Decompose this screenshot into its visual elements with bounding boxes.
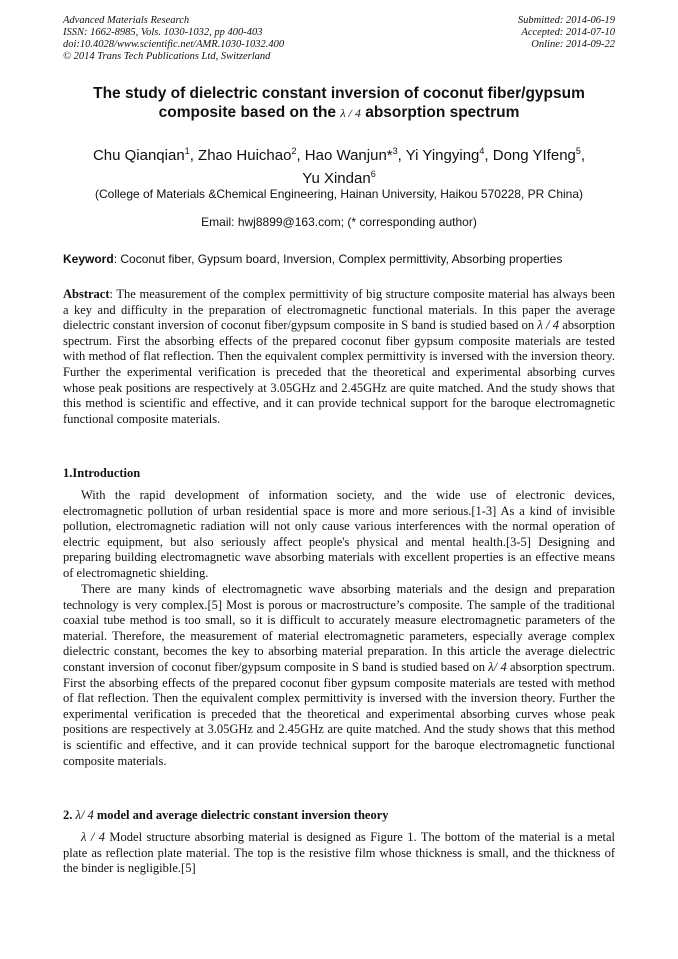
- author-affil-mark: 5: [575, 146, 581, 156]
- intro-paragraph-1: With the rapid development of information society, and the wide use of electronic devices, electromagnetic pollution of urban residential space is more and more serious.[1-3] As a kind of invisible pollution, electromagnetic radiation will not only cause various interferences with the normal operation of electric equipment, but also seriously affect people's physical and mental health.[3-5] Designing and preparing building electromagnetic wave absorbing materials with excellent properties is an effective means of electromagnetic shielding.: [63, 488, 615, 580]
- issn-line: ISSN: 1662-8985, Vols. 1030-1032, pp 400-403: [63, 27, 263, 38]
- keywords: [63, 252, 615, 266]
- author-name: Dong YIfeng: [492, 147, 576, 164]
- journal-name: Advanced Materials Research: [63, 15, 190, 26]
- doi-line: doi:10.4028/www.scientific.net/AMR.1030-1032.400: [63, 39, 285, 50]
- copyright-line: © 2014 Trans Tech Publications Ltd, Switzerland: [63, 51, 271, 62]
- author-name: Yu Xindan: [302, 170, 371, 187]
- section-heading-text: model and average dielectric constant inversion theory: [96, 808, 389, 822]
- abstract-text-1: : The measurement of the complex permittivity of big structure composite material has always been a key and difficulty in the preparation of electromagnetic functional materials. In this paper the average dielectric constant inversion of coconut fiber/gypsum composite in S band is studied based on: [63, 287, 615, 333]
- author-name: Hao Wanjun*: [304, 147, 393, 164]
- model-paragraph-1-text: Model structure absorbing material is designed as Figure 1. The bottom of the material is a metal plate as reflection plate material. The top is the resistive film whose thickness is small, and the thickness of the binder is negligible.[5]: [63, 830, 616, 876]
- accepted-date: Accepted: 2014-07-10: [521, 27, 615, 38]
- author-name: Zhao Huichao: [198, 147, 292, 164]
- online-date: Online: 2014-09-22: [531, 39, 615, 50]
- author-list: Chu Qianqian$^1$, Zhao Huichao$^2$, Hao Wanjun*$^3$, Yi Yingying$^4$, Dong YIfeng$^5$, Yu Xindan$^6$: [92, 146, 586, 187]
- abstract-label: Abstract: [63, 287, 110, 301]
- author-name: Chu Qianqian: [92, 147, 185, 164]
- intro-paragraph-2-text-2: absorption spectrum. First the absorbing effects of the prepared coconut fiber gypsum composite materials are tested with method of flat reflection. Then the equivalent complex permittivity is inversed with the inversion theory. Further the experimental verification is preceded that the theoretical and experimental absorbing curves whose peak positions are respectively at 3.05GHz and 2.45GHz are quite matched. And the study shows that this method is scientific and effective, and it can provide technical support for the baroque electromagnetic functional composite materials.: [63, 659, 616, 768]
- keyword-label: Keyword: [63, 252, 114, 266]
- author-affil-mark: 6: [370, 169, 376, 179]
- intro-paragraph-2: [63, 582, 615, 769]
- author-affil-mark: 3: [392, 146, 398, 156]
- author-affil-mark: 4: [479, 146, 485, 156]
- keyword-text: : Coconut fiber, Gypsum board, Inversion, Complex permittivity, Absorbing properties: [113, 252, 563, 266]
- journal-header-right: [518, 15, 615, 51]
- lambda-symbol: λ/ 4: [488, 659, 507, 674]
- lambda-symbol: λ/ 4: [75, 808, 94, 822]
- intro-paragraph-2-text-1: There are many kinds of electromagnetic wave absorbing materials and the design and preparation technology is very complex.[5] Most is porous or macrostructure’s composite. The sample of the traditional coaxial tube method is too small, so it is difficult to accurately measure electromagnetic parameters of the material. Therefore, the measurement of material electromagnetic parameters, especially average complex dielectric constant, becomes the key to absorbing material preparation. In this article the average dielectric constant inversion of coconut fiber/gypsum composite in S band is studied based on: [63, 582, 615, 674]
- title-line-2-pre: composite based on the: [158, 104, 337, 121]
- author-affil-mark: 2: [291, 146, 297, 156]
- affiliation: (College of Materials &Chemical Engineering, Hainan University, Haikou 570228, PR China): [94, 187, 583, 201]
- paper-title: [63, 84, 615, 123]
- author-email: Email: hwj8899@163.com; (* corresponding author): [201, 215, 477, 229]
- abstract-text-2: absorption spectrum. First the absorbing effects of the prepared coconut fiber gypsum composite materials are tested with method of flat reflection. Then the equivalent complex permittivity is inversed with the inversion theory. Further the experimental verification is preceded that the theoretical and experimental absorbing curves whose peak positions are respectively at 3.05GHz and 2.45GHz are quite matched. And the study shows that this method is scientific and effective, and it can provide technical support for the baroque electromagnetic functional composite materials.: [63, 318, 615, 426]
- abstract: [63, 287, 615, 427]
- journal-header-left: [63, 15, 284, 63]
- title-lambda-symbol: λ / 4: [340, 106, 361, 120]
- lambda-symbol: λ / 4: [81, 830, 105, 844]
- section-number: 2.: [63, 808, 73, 822]
- section-heading-introduction: 1.Introduction: [63, 466, 141, 480]
- submitted-date: Submitted: 2014-06-19: [517, 15, 615, 26]
- section-heading-model: [63, 808, 615, 823]
- author-name: Yi Yingying: [405, 147, 480, 164]
- title-line-1: The study of dielectric constant inversion of coconut fiber/gypsum: [93, 85, 585, 102]
- lambda-symbol: λ / 4: [537, 318, 559, 333]
- title-line-2-post: absorption spectrum: [365, 104, 520, 121]
- title-line-2: [63, 103, 615, 123]
- model-paragraph-1: [63, 830, 615, 877]
- author-affil-mark: 1: [184, 146, 190, 156]
